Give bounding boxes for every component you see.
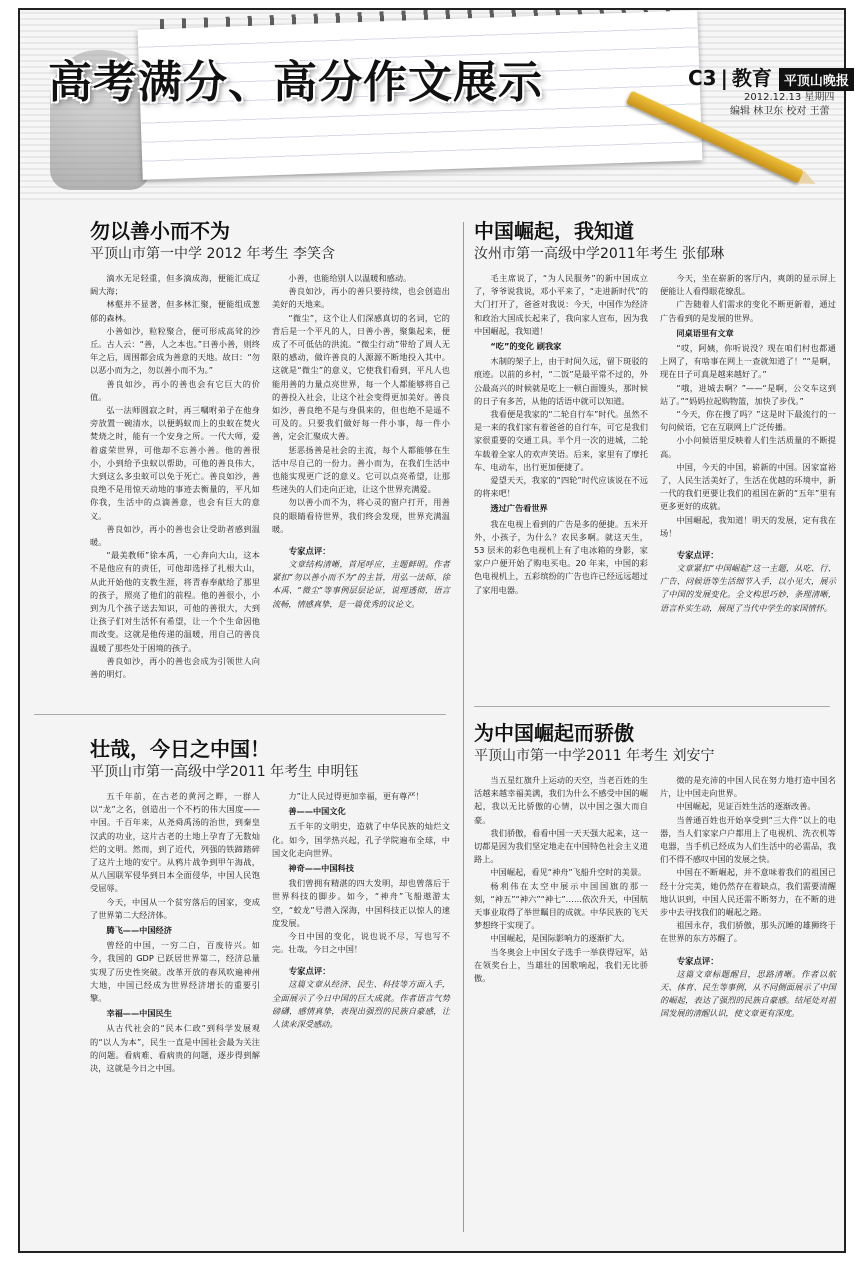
comment-title: 专家点评： — [288, 546, 331, 557]
paragraph: 善良如沙，再小的善也会有它巨大的价值。 — [90, 378, 260, 402]
paragraph: “微尘”，这个让人们深感真切的名词，它的背后是一个平凡的人，日善小善，聚集起来，便成了不可低估的洪流。“微尘行动”带给了周人无限的感动，做许善良的人源源不断地投入其中。这就是“微尘”的意义，它使我们看到，平凡人也能用善的力量点亮世界，每一个人都能够将自己的善投入社会，让这个社会变得更加美好。善良如沙，善良绝不是与身俱来的，但也绝不是遥不可及的。只要我们做好每一件小事，每一件小善，定会汇聚成大善。 — [272, 312, 450, 442]
paragraph: 力”让人民过得更加幸福，更有尊严！ — [288, 791, 424, 801]
paragraph: 我们曾拥有精湛的四大发明，却也曾落后于世界科技的脚步。如今，“神舟”飞船遨游太空，“蛟龙”号潜入深海，中国科技正以惊人的速度发展。 — [272, 878, 450, 928]
banner-title: 高考满分、高分作文展示 — [48, 57, 543, 108]
article-byline: 平顶山市第一中学 2012 年考生 李笑含 — [90, 246, 335, 262]
comment-title: 专家点评： — [288, 966, 331, 977]
article-2 — [474, 218, 838, 615]
editor-credits: 编辑 林卫东 校对 王蕾 — [730, 106, 830, 117]
paragraph: 中国崛起，我知道！明天的发展，定有我在场！ — [660, 514, 836, 538]
paragraph: 惩恶扬善是社会的主流，每个人都能够在生活中尽自己的一份力。善小而为，在我们生活中也能实现更广泛的意义。它可以点亮希望，让那些迷失的人们走向正途，让这个世界充满爱。 — [272, 444, 450, 495]
paragraph: 我看便是我家的“二轮自行车”时代。虽然不是一来的我们家有着爸爸的自行车，可它是我们家很重要的交通工具。半个月一次的进城，二轮车载着全家人的欢声笑语。后来，家里有了摩托车、电动车，出行更加便捷了。 — [474, 409, 648, 472]
paragraph: 林壑并不显著，但多林汇聚，便能组成葱郁的森林。 — [90, 299, 260, 323]
paragraph: 勿以善小而不为，将心灵的窗户打开，用善良的眼睛看待世界，我们终会发现，世界充满温暖。 — [272, 497, 450, 534]
section-name: 教育 — [731, 66, 772, 90]
section-mark: C3 | 教育 平顶山晚报 — [688, 62, 854, 91]
article-body — [474, 272, 838, 615]
article-column-2 — [272, 790, 450, 1075]
paragraph: 我在电视上看到的广告是多的便捷。五米开外，小孩子，为什么？农民多啊。就这天生，53 层米的彩色电视机上有了电冰箱的身影，家家户户便开始了购电买电。20 年来，中国的彩色电视机上，五彩缤纷的广告也许已经远远超过了家用电器。 — [474, 518, 648, 595]
article-headline: 中国崛起，我知道 — [474, 219, 634, 243]
paragraph: 小小问候语里反映着人们生活质量的不断提高。 — [660, 435, 836, 459]
paragraph: “今天，你在搜了吗？”这是时下最流行的一句问候语，它在互联网上广泛传播。 — [660, 409, 836, 433]
paragraph: 善良如沙，再小的善只要持续，也会创造出美好的天地来。 — [272, 286, 450, 310]
paragraph: 五千年前，在古老的黄河之畔，一群人以“龙”之名，创造出一个不朽的伟大国度——中国。千百年来，从尧舜禹汤的治世，到秦皇汉武的功业，这片古老的土地上孕育了无数灿烂的文明。然而，到了近代，列强的铁蹄踏碎了这片土地的安宁。从鸦片战争到甲午海战，从八国联军侵华到日本全面侵华，中国人民饱受屈辱。 — [90, 791, 260, 894]
comment-title: 专家点评： — [676, 955, 719, 966]
paragraph: 弘一法师圆寂之时，再三嘱咐弟子在他身旁放置一碗清水，以便蚂蚁而上的虫蚁在焚火焚烧之时，能有一个安身之所。一代大师，爱着虚荣世界，可他却不忘善小善。他的善很小，小到给予虫蚁以帮助，可他的善良伟大，大到这么多虫蚁可以免于死亡。善良如沙，善良绝不是用惊天动地的事迹去衡量的，平凡如你我，生活中的点滴善意，也会有巨大的意义。 — [90, 405, 260, 521]
article-column-1 — [474, 272, 648, 615]
issue-date: 2012.12.13 星期四 — [744, 92, 835, 103]
paragraph: 当冬奥会上中国女子选手一举获得冠军，站在领奖台上，当雄壮的国歌响起，我们无比骄傲。 — [474, 946, 648, 984]
paragraph: 从古代社会的“民本仁政”到科学发展观的“以人为本”，民生一直是中国社会最为关注的问题。看病难、看病贵的问题，逐步得到解决，这就是今日之中国。 — [90, 1023, 260, 1074]
paragraph: 小善如沙，粒粒聚合，便可形成高耸的沙丘。古人云：“善，人之本也。”日善小善，则终年之后，周围都会成为善意的天地。故曰：“勿以恶小而为之，勿以善小而不为。” — [90, 325, 260, 376]
paragraph: 善良如沙，再小的善也会让受助者感到温暖。 — [90, 523, 260, 548]
article-4 — [474, 720, 838, 1020]
comment-title: 专家点评： — [676, 550, 719, 561]
article-body — [474, 774, 838, 1020]
paragraph: 今天，坐在崭新的客厅内，爽朗的显示屏上便能让人看得眼花缭乱。 — [660, 273, 836, 297]
paragraph: 微的是充沛的中国人民在努力地打造中国名片，让中国走向世界。 — [660, 775, 836, 799]
article-column-2 — [660, 774, 836, 1020]
paragraph: 中国崛起，见证百姓生活的逐渐改善。 — [676, 801, 816, 812]
paragraph: 今天，中国从一个贫穷落后的国家，变成了世界第二大经济体。 — [90, 896, 260, 920]
paragraph: 当普通百姓也开始享受到“三大件”以上的电器，当人们家家户户都用上了电视机、洗衣机等电器，当手机已经成为人们生活中的必需品，我们不得不感叹中国的发展之快。 — [660, 814, 836, 865]
paragraph: 祖国永存，我们骄傲，那头沉睡的雄狮终于在世界的东方苏醒了。 — [660, 920, 836, 944]
paragraph: “哦，进城去啊？”——“是啊，公交车这到站了。”“妈妈拉起购物篮，加快了步伐。” — [660, 382, 836, 406]
paragraph: “最美教师”徐本禹，一心奔向大山，这本不是他应有的责任，可他却选择了扎根大山，从此开始他的支教生涯，将青春奉献给了那里的孩子，照亮了他们的前程。他的善很小，小到为几个孩子送去知识，可他的善很大，大到让孩子们对生活怀有希望，让一个个生命因他而改变。这就是他传递的温暖，用自己的善良温暖了那些处于困境的孩子。 — [90, 550, 260, 653]
paragraph: 中国崛起，是国际影响力的逐渐扩大。 — [490, 933, 630, 944]
subheading: 同桌语里有文章 — [676, 327, 734, 338]
paragraph: 曾经的中国，一穷二白，百废待兴。如今，我国的 GDP 已跃居世界第二，经济总量实现了历史性突破。改革开放的春风吹遍神州大地，中国已经成为世界经济增长的重要引擎。 — [90, 940, 260, 1004]
paragraph: 中国在不断崛起，并不意味着我们的祖国已经十分完美，她仍然存在着缺点，我们需要清醒地认识到，中国人民还需不断努力，在不断的进步中去寻找我们的崛起之路。 — [660, 867, 836, 918]
article-byline: 平顶山市第一高级中学2011 年考生 申明钰 — [90, 764, 359, 780]
subheading: 幸福——中国民生 — [106, 1008, 172, 1019]
section-number: C3 — [688, 66, 717, 90]
paragraph: 我们骄傲，看看中国一天天强大起来，这一切都是因为我们坚定地走在中国特色社会主义道路上。 — [474, 827, 648, 865]
subheading: 透过广告看世界 — [490, 503, 548, 514]
expert-comment: 文章紧扣“中国崛起”这一主题，从吃、行、广告、问候语等生活细节入手，以小见大，展示了中国的发展变化。全文构思巧妙，条理清晰，语言朴实生动，展现了当代中学生的家国情怀。 — [660, 563, 836, 613]
article-1 — [90, 218, 456, 681]
article-divider-left — [34, 714, 446, 715]
subheading: 腾飞——中国经济 — [106, 925, 172, 936]
subheading: 善——中国文化 — [288, 806, 346, 817]
expert-comment: 这篇文章标题醒目，思路清晰。作者以航天、体育、民生等事例，从不同侧面展示了中国的崛起，表达了强烈的民族自豪感。结尾处对祖国发展的清醒认识，使文章更有深度。 — [660, 968, 836, 1019]
paragraph: 毛主席说了，“为人民服务”的新中国成立了，爷爷说我说，邓小平来了，“走进新时代”的大门打开了，爸爸对我说：今天，中国作为经济和政治大国成长起来了，我向家人宣布，因为我中国崛起，我知道！ — [474, 273, 648, 336]
article-column-1 — [90, 790, 260, 1075]
paragraph: 今日中国的变化，说也说不尽，写也写不完。壮哉，今日之中国！ — [272, 931, 450, 955]
expert-comment: 这篇文章从经济、民生、科技等方面入手，全面展示了今日中国的巨大成就。作者语言气势磅礴，感情真挚，表现出强烈的民族自豪感，让人读来深受感动。 — [272, 979, 450, 1030]
paragraph: 小善，也能给别人以温暖和感动。 — [288, 273, 412, 283]
article-column-2 — [272, 272, 450, 681]
paper-logo: 平顶山晚报 — [779, 68, 854, 91]
article-headline: 壮哉，今日之中国！ — [90, 737, 270, 761]
article-body — [90, 272, 456, 681]
paragraph: 当五星红旗升上运动的天空，当老百姓的生活越来越幸福美满，我们为什么不感受中国的崛起，我以无比骄傲的心情，以中国之强大而自豪。 — [474, 775, 648, 825]
paragraph: 木制的架子上，由于时间久远，留下斑驳的痕迹。以前的乡村，“二饭”是最平常不过的，外公最高兴的时候就是吃上一顿白面馒头，那时候的日子有多苦，从他的话语中就可以知道。 — [474, 356, 648, 406]
expert-comment: 文章结构清晰，首尾呼应，主题鲜明。作者紧扣“勿以善小而不为”的主旨，用弘一法师、徐本禹、“微尘”等事例层层论证，说理透彻，语言流畅，情感真挚，是一篇优秀的议论文。 — [272, 559, 450, 609]
article-byline: 汝州市第一高级中学2011年考生 张郁琳 — [474, 246, 725, 262]
article-column-2 — [660, 272, 836, 615]
column-divider — [463, 222, 464, 1232]
paragraph: 滴水无足轻重，但多滴成海，便能汇成辽阔大海； — [90, 273, 260, 297]
subheading: 神奇——中国科技 — [288, 863, 354, 874]
paragraph: 五千年的文明史，造就了中华民族的灿烂文化。如今，国学热兴起，孔子学院遍布全球，中国文化走向世界。 — [272, 821, 450, 858]
article-3 — [90, 736, 456, 1075]
article-headline: 为中国崛起而骄傲 — [474, 721, 634, 745]
article-body — [90, 790, 456, 1075]
subheading: “吃”的变化 刷我家 — [490, 341, 562, 352]
paragraph: 杨利伟在太空中展示中国国旗的那一刻，“神五”“神六”“神七”……依次升天，中国航天事业取得了举世瞩目的成就。中华民族的飞天梦想终于实现了。 — [474, 880, 648, 931]
paragraph: “哎，阿姨，你听说没？现在咱们村也都通上网了，有啥事在网上一查就知道了！”“是啊，现在日子可真是越来越好了。” — [660, 343, 836, 380]
article-divider-right — [474, 706, 830, 707]
article-headline: 勿以善小而不为 — [90, 219, 230, 243]
paragraph: 广告随着人们需求的变化不断更新着，通过广告看到的是发展的世界。 — [660, 299, 836, 323]
article-column-1 — [90, 272, 260, 681]
article-column-1 — [474, 774, 648, 1020]
article-byline: 平顶山市第一中学2011 年考生 刘安宁 — [474, 748, 715, 764]
paragraph: 中国，今天的中国，崭新的中国。因家富裕了，人民生活美好了，生活在优越的环境中，新一代的我们更要让我们的祖国在新的“五年”里有更多更好的成就。 — [660, 461, 836, 512]
paragraph: 善良如沙，再小的善也会成为引领世人向善的明灯。 — [90, 655, 260, 680]
paragraph: 爱望天天，我家的“四轮”时代应该说在不远的将来吧！ — [474, 475, 648, 499]
paragraph: 中国崛起，看见“神舟”飞船升空时的美景。 — [490, 867, 647, 878]
